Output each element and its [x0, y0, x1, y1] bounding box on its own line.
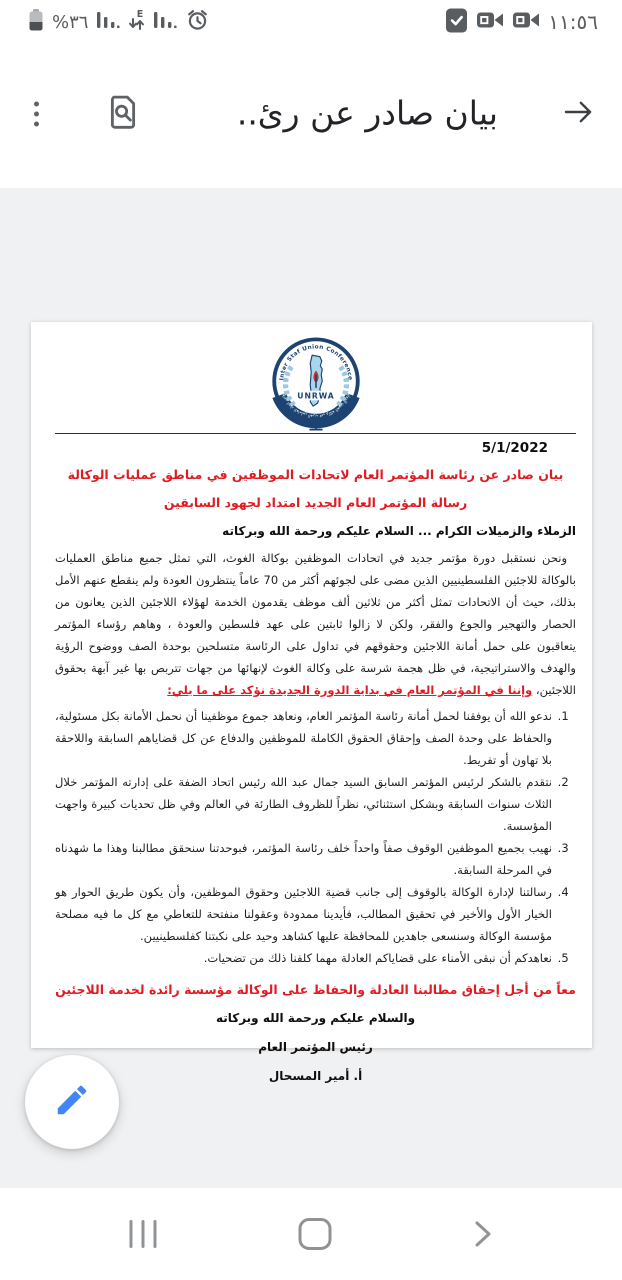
statement-points-list — [55, 705, 576, 969]
letterhead-divider — [55, 433, 576, 434]
check-task-icon — [445, 7, 468, 38]
intro-paragraph: ونحن نستقبل دورة مؤتمر جديد في اتحادات الموظفين بوكالة الغوث، التي تمثل جميع مناطق العمليات بالوكالة للاجئين الفلسطينيين الذين مضى على لجوئهم أكثر من 70 عاماً ينتظرون العودة ولم ينقطع عنهم الأمل بذلك، حيث أن الاتحادات تمثل أكثر من ثلاثين ألف موظف يقدمون الخدمة لهؤلاء اللاجئين الذين يعانون من الحصار والتهجير والجوع والفقر، ولكن لا زالوا ثابتين على عهد فلسطين والعودة ، وهاهم رؤساء المؤتمر يتعاقبون على حمل أمانة اللاجئين وحقوقهم في تداول على الرئاسة متسلحين بوحدة الصف ووضوح الرؤية والهدف والاستراتيجية، في ظل هجمة شرسة على وكالة الغوث لإنهائها من جهات تتربص بها غير آبهة بحقوق اللاجئين، وإننا في المؤتمر العام في بداية الدورة الجديدة نؤكد على ما يلي: — [55, 551, 576, 697]
edit-pencil-icon — [53, 1081, 91, 1123]
svg-text:مؤتمر اتحاد العاملين العرب في: مؤتمر اتحاد العاملين العرب في وكالة الغوث الدولية — [278, 391, 353, 420]
nav-back-icon[interactable] — [464, 1211, 502, 1257]
battery-icon — [28, 8, 44, 36]
document-date: 5/1/2022 — [481, 440, 548, 456]
status-left-group — [28, 8, 210, 36]
network-arrows-icon — [128, 8, 145, 36]
overflow-menu-icon[interactable] — [30, 98, 43, 131]
status-bar — [0, 0, 622, 40]
closing-salutation: والسلام عليكم ورحمة الله وبركاته — [215, 1011, 416, 1025]
document-heading-2: رسالة المؤتمر العام الجديد امتداد لجهود السابقين — [163, 495, 468, 510]
list-item: 1. ندعو الله أن يوفقنا لحمل أمانة رئاسة المؤتمر العام، ونعاهد جموع موظفينا أن نحمل الأمانة بكل مسئولية، والحفاظ على وحدة الصف وإحقاق الحقوق الكاملة للموظفين والدفاع عن كل قضاياهم السابقة واللاحقة بلا تهاون أو تفريط. — [55, 705, 554, 771]
back-arrow-icon[interactable] — [560, 95, 596, 133]
signature-role: رئيس المؤتمر العام — [258, 1040, 373, 1054]
unrwa-union-logo — [55, 336, 576, 432]
document-page — [31, 322, 592, 1083]
video-call-icon-2 — [512, 8, 540, 36]
document-title: بيان صادر عن رئ.. — [236, 93, 498, 133]
svg-text:E: E — [137, 9, 144, 20]
recents-icon[interactable] — [120, 1212, 166, 1256]
edit-fab-button[interactable] — [25, 1055, 119, 1149]
document-heading-1: بيان صادر عن رئاسة المؤتمر العام لاتحادات الموظفين في مناطق عمليات الوكالة — [67, 467, 564, 482]
status-right-group — [445, 7, 598, 38]
list-item: 5. نعاهدكم أن نبقى الأمناء على قضاياكم العادلة مهما كلفنا ذلك من تضحيات. — [55, 947, 554, 969]
app-toolbar — [0, 40, 622, 189]
closing-slogan: معاً من أجل إحقاق مطالبنا العادلة والحفاظ على الوكالة مؤسسة رائدة لخدمة اللاجئين — [55, 982, 576, 997]
status-time: ١١:٥٦ — [548, 10, 598, 34]
list-item: 4. رسالتنا لإدارة الوكالة بالوقوف إلى جانب قضية اللاجئين وحقوق الموظفين، وأن يكون طريق الحوار هو الخيار الأول والأخير في تحقيق المطالب، فأيدينا ممدودة وعقولنا منفتحة للتعاطي مع كل ما فيه مصلحة مؤسسة الوكالة وسنسعى جاهدين للمحافظة عليها كشاهد وحيد على نكبتنا كفلسطينيين. — [55, 881, 554, 947]
greeting-line: الزملاء والزميلات الكرام ... السلام عليكم ورحمة الله وبركاته — [222, 524, 576, 538]
list-item: 2. نتقدم بالشكر لرئيس المؤتمر السابق السيد جمال عبد الله رئيس اتحاد الضفة على إدارته المؤتمر خلال الثلاث سنوات السابقة وبشكل استثنائي، نظراً للظروف الطارئة في العالم وفي ظل تحديات كبيرة واجهت المؤسسة. — [55, 771, 554, 837]
document-scroll-area[interactable] — [0, 188, 622, 1188]
list-item: 3. نهيب بجميع الموظفين الوقوف صفاً واحداً خلف رئاسة المؤتمر، فبوحدتنا سنحقق مطالبنا وهذا ما شهدناه في المرحلة السابقة. — [55, 837, 554, 881]
video-call-icon — [476, 8, 504, 36]
home-icon[interactable] — [291, 1211, 339, 1257]
system-nav-bar — [0, 1188, 622, 1280]
signal-bars-icon — [96, 9, 120, 35]
svg-text:UNRWA: UNRWA — [296, 391, 335, 401]
find-in-document-icon[interactable] — [106, 93, 140, 135]
svg-text:Inter Staf Union Conference: Inter Staf Union Conference — [278, 344, 353, 381]
alarm-clock-icon — [185, 8, 210, 36]
intro-paragraph-emphasis: وإننا في المؤتمر العام في بداية الدورة الجديدة نؤكد على ما يلي: — [167, 683, 533, 697]
signal-bars-icon-2 — [153, 9, 177, 35]
battery-percent: %٣٦ — [52, 11, 89, 33]
signature-name: أ. أمير المسحال — [268, 1069, 363, 1083]
